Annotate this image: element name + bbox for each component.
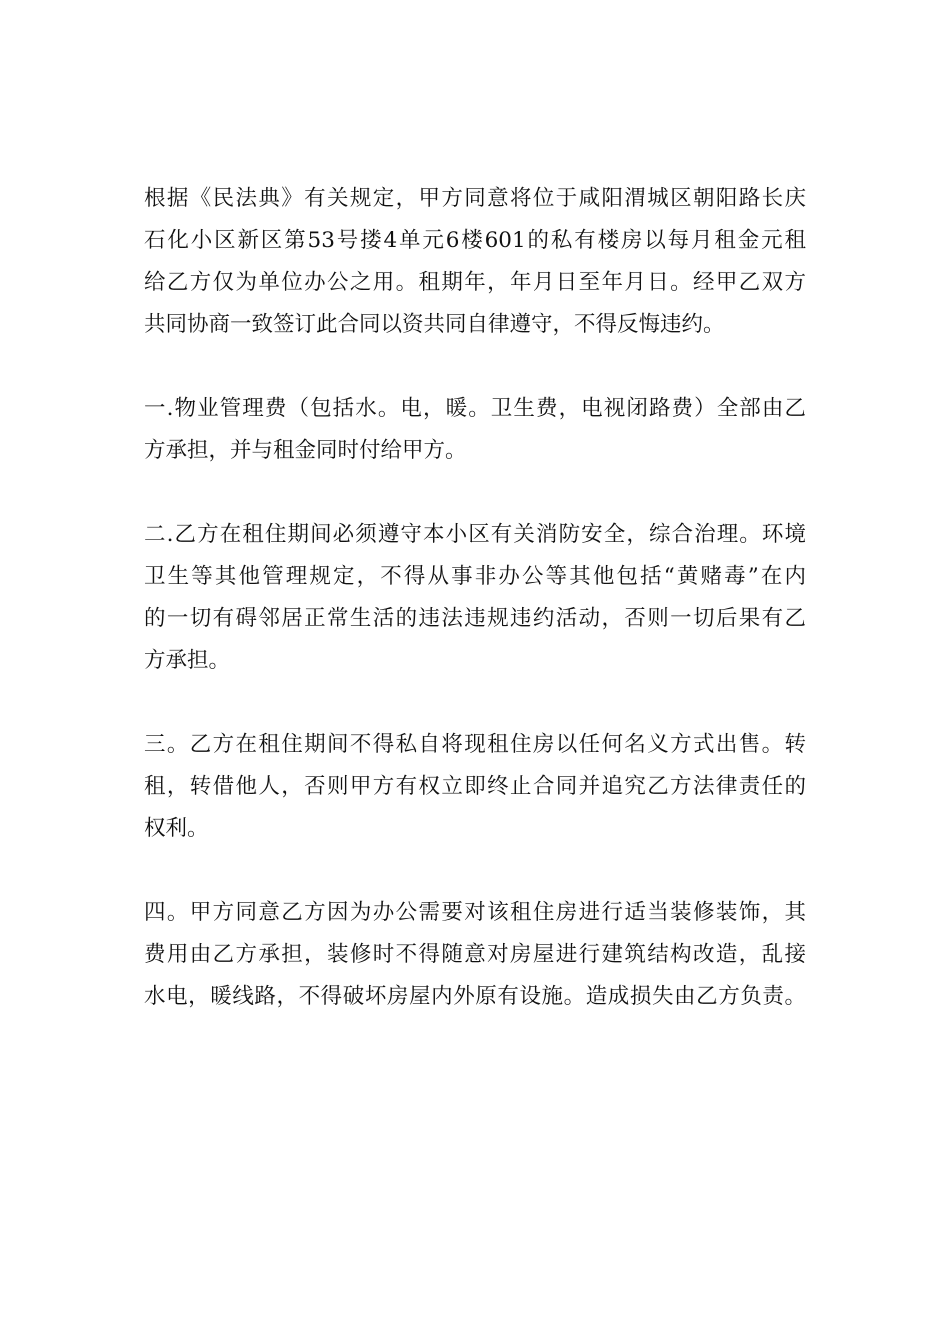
text-line: 三。乙方在租住期间不得私自将现租住房以任何名义方式出售。转 [144, 732, 806, 757]
text-line: 水电，暖线路，不得破坏房屋内外原有设施。造成损失由乙方负责。 [144, 984, 806, 1009]
text-line: 二.乙方在租住期间必须遵守本小区有关消防安全，综合治理。环境 [144, 522, 806, 547]
text-line: 卫生等其他管理规定，不得从事非办公等其他包括“黄赌毒”在内 [144, 564, 806, 589]
text-line: 共同协商一致签订此合同以资共同自律遵守，不得反悔违约。 [144, 312, 725, 337]
text-line: 租，转借他人，否则甲方有权立即终止合同并追究乙方法律责任的 [144, 774, 806, 799]
text-line: 一.物业管理费（包括水。电，暖。卫生费，电视闭路费）全部由乙 [144, 396, 806, 421]
paragraph-intro [144, 178, 806, 346]
paragraph-gap [144, 346, 806, 388]
text-line: 的一切有碍邻居正常生活的违法违规违约活动，否则一切后果有乙 [144, 606, 806, 631]
text-line: 给乙方仅为单位办公之用。租期年，年月日至年月日。经甲乙双方 [144, 270, 806, 295]
paragraph-gap [144, 472, 806, 514]
paragraph-gap [144, 850, 806, 892]
text-line: 方承担，并与租金同时付给甲方。 [144, 438, 467, 463]
paragraph-clause-3 [144, 724, 806, 850]
text-line: 根据《民法典》有关规定，甲方同意将位于咸阳渭城区朝阳路长庆 [144, 186, 806, 211]
paragraph-clause-1 [144, 388, 806, 472]
text-line: 石化小区新区第53号搂4单元6楼601的私有楼房以每月租金元租 [144, 228, 806, 253]
paragraph-clause-4 [144, 892, 806, 1018]
text-line: 费用由乙方承担，装修时不得随意对房屋进行建筑结构改造，乱接 [144, 942, 806, 967]
paragraph-clause-2 [144, 514, 806, 682]
paragraph-gap [144, 682, 806, 724]
text-line: 方承担。 [144, 648, 231, 673]
contract-body [144, 178, 806, 1018]
text-line: 四。甲方同意乙方因为办公需要对该租住房进行适当装修装饰，其 [144, 900, 806, 925]
text-line: 权利。 [144, 816, 209, 841]
